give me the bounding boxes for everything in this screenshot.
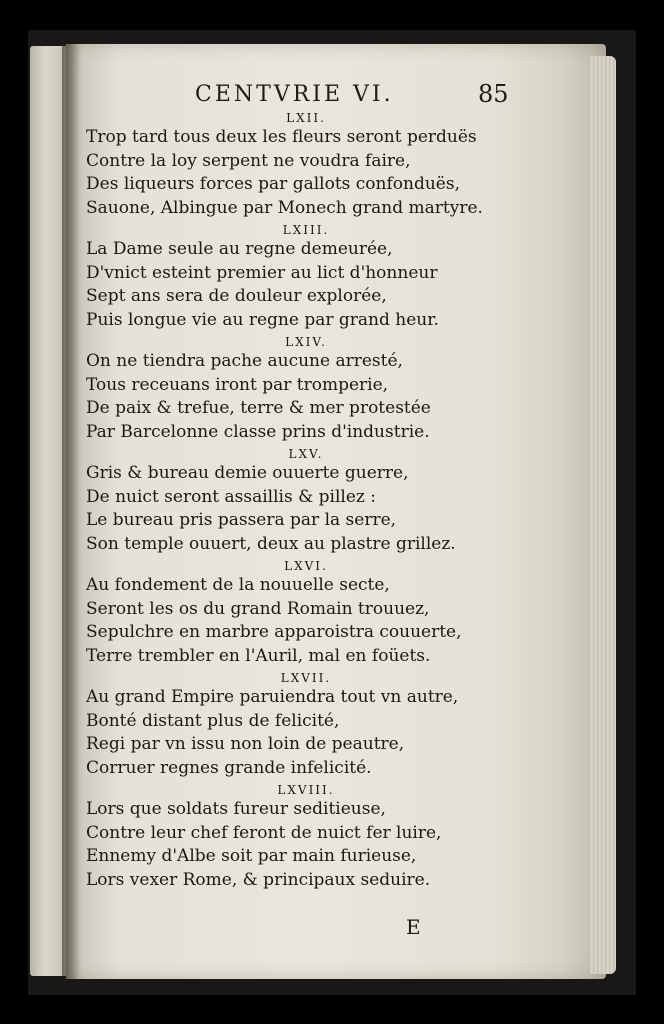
- quatrain-number: LXIII.: [282, 223, 330, 237]
- quatrain-number: LXIV.: [285, 335, 327, 349]
- verse-line: Le bureau pris passera par la serre,: [86, 510, 397, 530]
- verse-line: Bonté distant plus de felicité,: [86, 710, 340, 731]
- verse-line: Seront les os du grand Romain trouuez,: [86, 598, 430, 619]
- quatrain: [86, 670, 526, 780]
- catchword: E: [406, 915, 421, 939]
- verse-line: Des liqueurs forces par gallots confonduës,: [86, 174, 460, 194]
- verse-line: Contre la loy serpent ne voudra faire,: [86, 150, 411, 171]
- verse-line: Corruer regnes grande infelicité.: [86, 757, 372, 778]
- verse-line: D'vnict esteint premier au lict d'honneur: [86, 262, 438, 283]
- verse-body: [86, 108, 526, 892]
- quatrain-number: LXII.: [286, 111, 326, 125]
- verse-line: Sept ans sera de douleur explorée,: [86, 286, 387, 306]
- verse-line: Lors vexer Rome, & principaux seduire.: [86, 869, 431, 890]
- verse-line: De nuict seront assaillis & pillez :: [86, 486, 376, 507]
- quatrain: [86, 446, 526, 556]
- quatrain-number: LXVIII.: [277, 783, 335, 797]
- verse-line: Sepulchre en marbre apparoistra couuerte,: [86, 622, 462, 642]
- running-header: CENTVRIE VI.: [195, 82, 394, 107]
- verse-line: Lors que soldats fureur seditieuse,: [86, 799, 386, 819]
- verse-line: Son temple ouuert, deux au plastre grillez.: [86, 533, 456, 554]
- quatrain: [86, 222, 526, 332]
- verse-line: On ne tiendra pache aucune arresté,: [86, 351, 403, 371]
- verse-line: Sauone, Albingue par Monech grand martyre.: [86, 197, 483, 218]
- quatrain-number: LXVII.: [280, 671, 332, 685]
- quatrain: [86, 334, 526, 444]
- page-number: 85: [478, 80, 509, 108]
- verse-line: Ennemy d'Albe soit par main furieuse,: [86, 846, 417, 866]
- verse-line: Trop tard tous deux les fleurs seront perduës: [86, 127, 477, 147]
- verse-line: La Dame seule au regne demeurée,: [86, 239, 393, 259]
- verse-line: Puis longue vie au regne par grand heur.: [86, 309, 439, 330]
- verse-line: Contre leur chef feront de nuict fer luire,: [86, 822, 442, 843]
- verse-line: Regi par vn issu non loin de peautre,: [86, 734, 405, 754]
- verse-line: Par Barcelonne classe prins d'industrie.: [86, 421, 430, 442]
- verse-line: De paix & trefue, terre & mer protestée: [86, 398, 431, 418]
- verse-line: Terre trembler en l'Auril, mal en foüets.: [86, 645, 431, 666]
- spine-shadow: [62, 44, 80, 979]
- verse-line: Tous receuans iront par tromperie,: [86, 374, 389, 395]
- quatrain-number: LXV.: [288, 447, 324, 461]
- verse-line: Gris & bureau demie ouuerte guerre,: [86, 463, 409, 483]
- verse-line: Au fondement de la nouuelle secte,: [86, 575, 390, 595]
- verse-line: Au grand Empire paruiendra tout vn autre,: [86, 687, 459, 707]
- quatrain: [86, 110, 526, 220]
- quatrain-number: LXVI.: [284, 559, 328, 573]
- quatrain: [86, 782, 526, 892]
- page-stack-edge: [590, 56, 616, 974]
- quatrain: [86, 558, 526, 668]
